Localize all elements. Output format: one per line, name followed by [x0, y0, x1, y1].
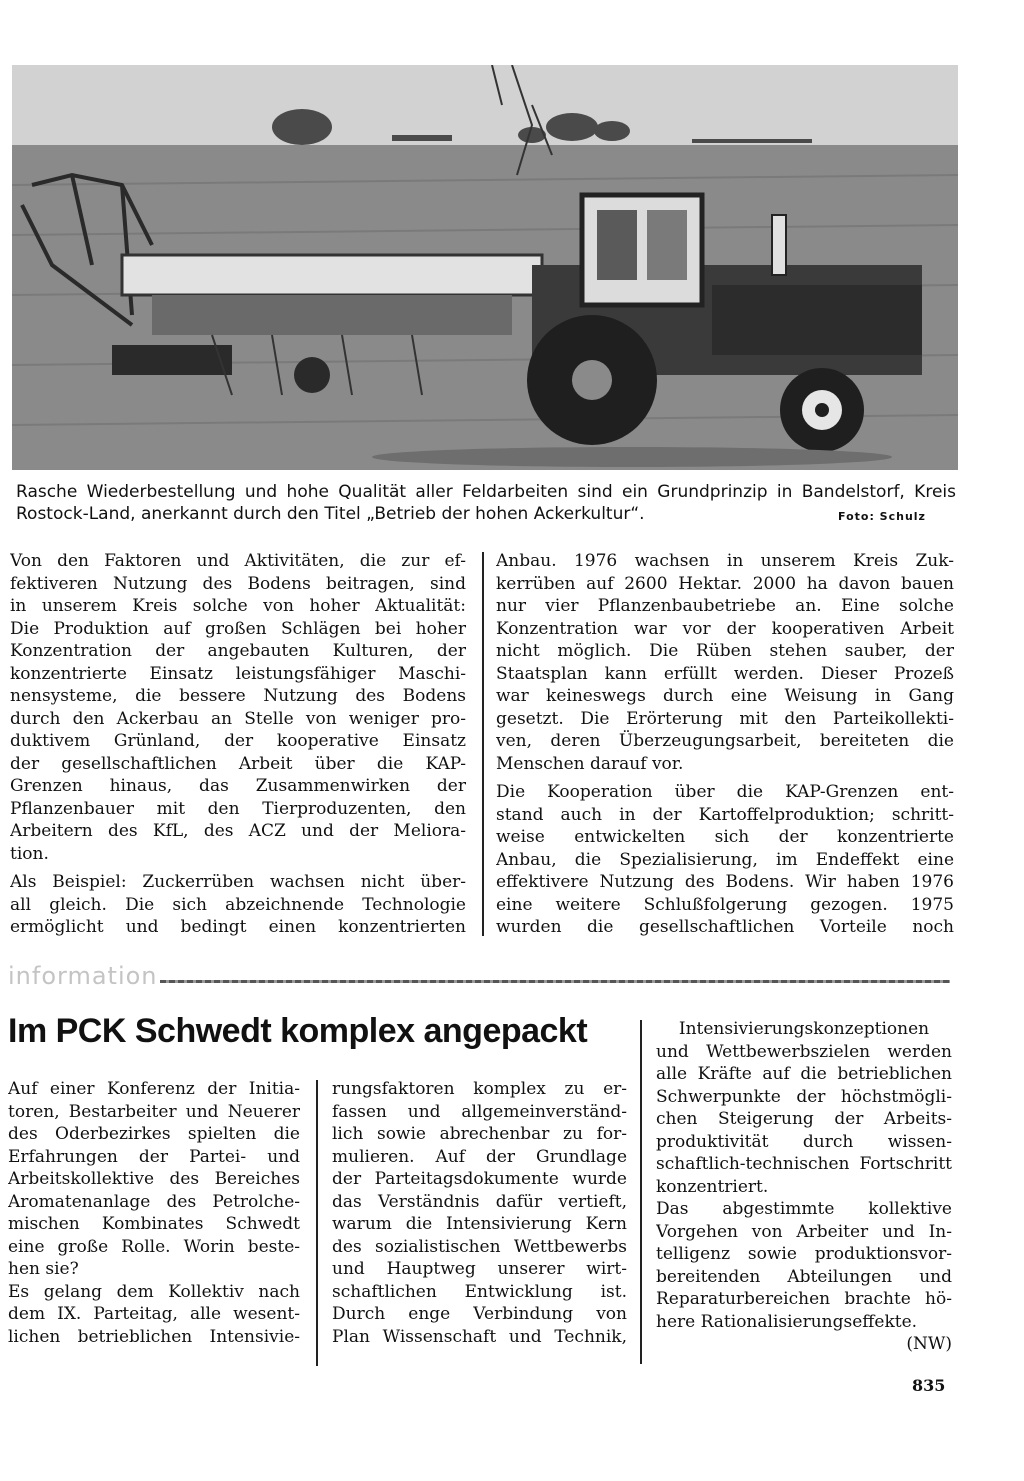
text-line: here Rationalisierungseffekte. — [656, 1311, 918, 1332]
text-line: der Parteitagsdokumente wurde — [332, 1169, 627, 1189]
photo-credit: Foto: Schulz — [838, 510, 926, 523]
text-line: Intensivierungskonzeptionen — [678, 1019, 930, 1039]
text-line: produktivität durch wissen- — [656, 1131, 952, 1152]
text-line: ven, deren Überzeugungsarbeit, bereiteten die — [496, 731, 954, 751]
text-line: lich sowie abrechenbar zu for- — [332, 1124, 627, 1144]
text-line: nicht möglich. Die Rüben stehen sauber, der — [496, 641, 954, 661]
article2-column2 — [332, 1078, 627, 1348]
text-line: Schwerpunkte der höchstmögli- — [656, 1086, 952, 1107]
text-line: Pflanzenbauer mit den Tierproduzenten, den — [10, 798, 466, 819]
column-rule — [640, 1020, 642, 1364]
text-line: Arbeitskollektive des Bereiches — [8, 1169, 300, 1189]
article2-column3 — [656, 1018, 952, 1356]
text-line: Staatsplan kann erfüllt werden. Dieser Prozeß — [496, 663, 954, 684]
text-line: der gesellschaftlichen Arbeit über die KAP- — [10, 753, 466, 774]
text-line: Das abgestimmte kollektive — [656, 1199, 952, 1219]
text-line: Plan Wissenschaft und Technik, — [332, 1326, 627, 1347]
text-line: Auf einer Konferenz der Initia- — [8, 1079, 300, 1099]
text-line: hen sie? — [8, 1259, 79, 1279]
text-line: Es gelang dem Kollektiv nach — [8, 1281, 300, 1302]
section-label-information: information — [8, 962, 158, 990]
text-line: Anbau, die Spezialisierung, im Endeffekt eine — [496, 849, 954, 870]
text-line: effektivere Nutzung des Bodens. Wir haben 1976 — [496, 872, 954, 892]
text-line: Arbeitern des KfL, des ACZ und der Meliora- — [10, 821, 466, 841]
text-line: durch den Ackerbau an Stelle von weniger pro- — [10, 708, 466, 729]
text-line: Von den Faktoren und Aktivitäten, die zur ef- — [10, 551, 466, 571]
text-line: gesetzt. Die Erörterung mit den Parteikollekti- — [496, 708, 954, 729]
text-line: das Verständnis dafür vertieft, — [332, 1191, 627, 1212]
text-line: und Wettbewerbszielen werden — [656, 1041, 952, 1062]
text-line: Grenzen hinaus, das Zusammenwirken der — [10, 776, 466, 796]
text-line: alle Kräfte auf die betrieblichen — [656, 1064, 952, 1084]
section-divider — [160, 980, 950, 983]
text-line: nensysteme, die bessere Nutzung des Bodens — [10, 686, 466, 706]
article2-headline: Im PCK Schwedt komplex angepackt — [8, 1012, 588, 1050]
text-line: Die Produktion auf großen Schlägen bei hoher — [10, 618, 466, 639]
text-line: schaftlich-technischen Fortschritt — [656, 1154, 952, 1174]
text-line: Vorgehen von Arbeiter und In- — [656, 1221, 952, 1242]
text-line: eine weitere Schlußfolgerung gezogen. 1975 — [496, 894, 954, 915]
text-line: all gleich. Die sich abzeichnende Technologie — [10, 894, 466, 915]
text-line: Durch enge Verbindung von — [332, 1304, 627, 1324]
article2-signature: (NW) — [906, 1334, 952, 1354]
text-line: nur vier Pflanzenbaubetriebe an. Eine solche — [496, 596, 954, 616]
text-line: toren, Bestarbeiter und Neuerer — [8, 1101, 300, 1122]
tractor-photo — [12, 65, 958, 470]
text-line: eine große Rolle. Worin beste- — [8, 1236, 300, 1257]
text-line: konzentriert. — [656, 1176, 769, 1197]
text-line: und Hauptweg unserer wirt- — [332, 1259, 627, 1279]
text-line: Die Kooperation über die KAP-Grenzen ent- — [496, 782, 954, 802]
text-line: schaftlichen Entwicklung ist. — [332, 1281, 627, 1302]
text-line: fassen und allgemeinverständ- — [332, 1101, 627, 1122]
tractor-illustration — [12, 65, 958, 470]
text-line: lichen betrieblichen Intensivie- — [8, 1326, 300, 1347]
text-line: kerrüben auf 2600 Hektar. 2000 ha davon bauen — [496, 573, 954, 594]
page-number: 835 — [912, 1376, 946, 1395]
text-line: Konzentration der angebauten Kulturen, der — [10, 641, 466, 661]
text-line: fektiveren Nutzung des Bodens beitragen, sind — [10, 573, 466, 594]
text-line: des sozialistischen Wettbewerbs — [332, 1236, 627, 1257]
text-line: bereitenden Abteilungen und — [656, 1266, 952, 1287]
text-line: chen Steigerung der Arbeits- — [656, 1109, 952, 1129]
text-line: telligenz sowie produktionsvor- — [656, 1244, 952, 1264]
text-line: Aromatenanlage des Petrolche- — [8, 1191, 300, 1212]
article1-column1 — [10, 550, 466, 939]
column-rule — [316, 1080, 318, 1366]
photo-caption-line2: Rostock-Land, anerkannt durch den Titel „Betrieb der hohen Ackerkultur“. — [16, 504, 645, 524]
text-line: in unserem Kreis solche von hoher Aktualität: — [10, 596, 466, 616]
text-line: wurden die gesellschaftlichen Vorteile noch — [496, 917, 954, 937]
article1-column2 — [496, 550, 954, 939]
text-line: Menschen darauf vor. — [496, 753, 684, 774]
text-line: Konzentration war vor der kooperativen Arbeit — [496, 618, 954, 639]
text-line: Anbau. 1976 wachsen in unserem Kreis Zuk- — [496, 551, 954, 571]
text-line: stand auch in der Kartoffelproduktion; schritt- — [496, 804, 954, 825]
article2-column1 — [8, 1078, 300, 1348]
text-line: mulieren. Auf der Grundlage — [332, 1146, 627, 1167]
text-line: Reparaturbereichen brachte hö- — [656, 1289, 952, 1309]
text-line: ermöglicht und bedingt einen konzentrierten — [10, 917, 466, 937]
text-line: konzentrierte Einsatz leistungsfähiger Maschi- — [10, 663, 466, 684]
photo-caption-line1: Rasche Wiederbestellung und hohe Qualität aller Feldarbeiten sind ein Grundprinzip in Bandelstorf, Kreis — [16, 482, 956, 502]
text-line: weise entwickelten sich der konzentrierte — [496, 827, 954, 847]
text-line: Als Beispiel: Zuckerrüben wachsen nicht über- — [10, 872, 466, 892]
text-line: mischen Kombinates Schwedt — [8, 1214, 300, 1234]
text-line: rungsfaktoren komplex zu er- — [332, 1079, 627, 1099]
text-line: Erfahrungen der Partei- und — [8, 1146, 300, 1167]
text-line: tion. — [10, 843, 49, 864]
text-line: duktivem Grünland, der kooperative Einsatz — [10, 731, 466, 751]
text-line: war keineswegs durch eine Weisung in Gang — [496, 686, 954, 706]
column-rule — [482, 552, 484, 936]
text-line: dem IX. Parteitag, alle wesent- — [8, 1304, 300, 1324]
text-line: warum die Intensivierung Kern — [332, 1214, 627, 1234]
text-line: des Oderbezirkes spielten die — [8, 1124, 300, 1144]
